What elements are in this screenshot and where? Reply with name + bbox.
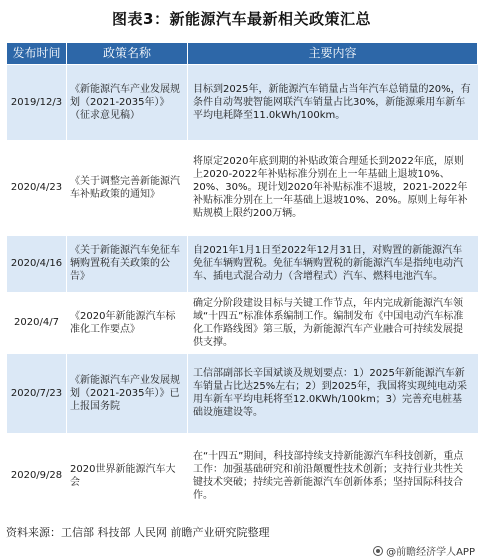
- row-content: 自2021年1月1日至2022年12月31日，对购置的新能源汽车免征车辆购置税。免征车辆购置税的新能源汽车是指纯电动汽车、插电式混合动力（含增程式）汽车、燃料电池汽车。: [188, 236, 478, 292]
- row-date: 2020/4/23: [7, 140, 67, 236]
- row-date: 2020/7/23: [7, 354, 67, 433]
- table-row: [7, 140, 478, 236]
- row-content: 工信部副部长辛国斌谈及规划要点：1）2025年新能源汽车新车销量占比达25%左右；2）到2025年，我国将实现纯电动采用车新车平均电耗将至12.0KWh/100km；3）完善充电桩基础设施建设等。: [188, 354, 478, 433]
- row-date: 2020/4/7: [7, 292, 67, 354]
- header-main-content: 主要内容: [188, 43, 478, 65]
- brand-label: @前瞻经济学人APP: [386, 547, 475, 558]
- row-content: 目标到2025年，新能源汽车销量占当年汽车总销量的20%，有条件自动驾驶智能网联汽车销量占比30%，新能源乘用车新车平均电耗降至11.0kWh/100km。: [188, 65, 478, 140]
- brand-watermark: [373, 543, 475, 558]
- policy-table: [6, 42, 478, 519]
- table-row: [7, 65, 478, 140]
- row-content: 确定分阶段建设目标与关键工作节点，年内完成新能源汽车领域“十四五”标准体系编制工作。编制发布《中国电动汽车标准化工作路线图》第三版，为新能源汽车产业融合可持续发展提供支撑。: [188, 292, 478, 354]
- brand-logo-icon: [373, 546, 383, 556]
- row-date: 2020/4/16: [7, 236, 67, 292]
- row-date: 2020/9/28: [7, 433, 67, 519]
- row-policy-name: 《新能源汽车产业发展规划（2021-2035年）》已上报国务院: [67, 354, 188, 433]
- row-content: 在“十四五”期间，科技部持续支持新能源汽车科技创新，重点工作：加强基础研究和前沿颠覆性技术创新；支持行业共性关键技术突破；持续完善新能源汽车创新体系；坚持国际科技合作。: [188, 433, 478, 519]
- row-policy-name: 《2020年新能源汽车标准化工作要点》: [67, 292, 188, 354]
- row-policy-name: 《关于调整完善新能源汽车补贴政策的通知》: [67, 140, 188, 236]
- row-date: 2019/12/3: [7, 65, 67, 140]
- figure-title: 图表3：新能源汽车最新相关政策汇总: [112, 10, 371, 28]
- row-policy-name: 2020世界新能源汽车大会: [67, 433, 188, 519]
- header-policy-name: 政策名称: [67, 43, 188, 65]
- row-policy-name: 《新能源汽车产业发展规划（2021-2035年）》（征求意见稿）: [67, 65, 188, 140]
- table-row: [7, 354, 478, 433]
- header-date: 发布时间: [7, 43, 67, 65]
- source-note: 资料来源：工信部 科技部 人民网 前瞻产业研究院整理: [6, 526, 270, 539]
- row-policy-name: 《关于新能源汽车免征车辆购置税有关政策的公告》: [67, 236, 188, 292]
- table-row: [7, 433, 478, 519]
- row-content: 将原定2020年底到期的补贴政策合理延长到2022年底，原则上2020-2022年补贴标准分别在上一年基础上退坡10%、20%、30%。现计划2020年补贴标准不退坡，2021-2022年补贴标准分别在上一年基础上退坡10%、20%。原则上每年补贴规模上限约200万辆。: [188, 140, 478, 236]
- table-row: [7, 236, 478, 292]
- table-row: [7, 292, 478, 354]
- table-header-row: [7, 43, 478, 65]
